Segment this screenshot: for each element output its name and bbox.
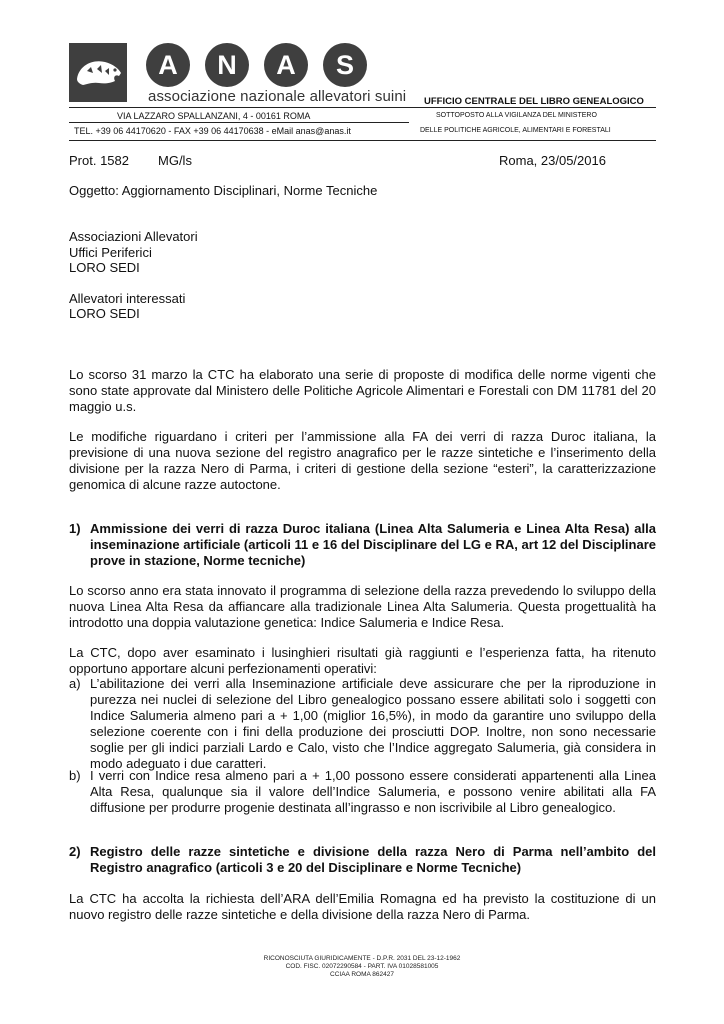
section-2-paragraph-1: La CTC ha accolta la richiesta dell’ARA dell’Emilia Romagna ed ha previsto la costituzione di un nuovo registro delle razze sintetiche e della divisione della razza Nero di Parma. <box>69 891 656 922</box>
intro-paragraph: Lo scorso 31 marzo la CTC ha elaborato una serie di proposte di modifica delle norme vigenti che sono state approvate dal Ministero delle Politiche Agricole Alimentari e Forestali con DM 11781 del 20 maggio u.s. <box>69 367 656 414</box>
footer-line-1: RICONOSCIUTA GIURIDICAMENTE - D.P.R. 2031 DEL 23-12-1962 <box>263 955 461 962</box>
brand-subtitle: associazione nazionale allevatori suini <box>148 88 407 105</box>
supervision-line-1: SOTTOPOSTO ALLA VIGILANZA DEL MINISTERO <box>436 112 597 119</box>
letter-date: Roma, 23/05/2016 <box>499 153 606 168</box>
list-marker-a: a) <box>69 676 81 691</box>
address: VIA LAZZARO SPALLANZANI, 4 - 00161 ROMA <box>117 111 311 121</box>
section-2-title: Registro delle razze sintetiche e divisione della razza Nero di Parma nell’ambito del Registro anagrafico (articoli 3 e 20 del Disciplinare e Norme Tecniche) <box>90 844 656 875</box>
section-2-heading <box>69 844 656 876</box>
header-rule-bottom <box>69 140 656 141</box>
recipient-line: Uffici Periferici <box>69 245 152 260</box>
changes-paragraph: Le modifiche riguardano i criteri per l’ammissione alla FA dei verri di razza Duroc italiana, la previsione di una nuova sezione del registro anagrafico per le razze sintetiche e l’inserimento della divisione per la razza Nero di Parma, i criteri di gestione della sezione “esteri”, la caratterizzazione genomica di alcune razze autoctone. <box>69 429 656 492</box>
logo-letter-a2: A <box>264 43 308 87</box>
protocol-initials: MG/ls <box>158 153 192 168</box>
recipient-line: Associazioni Allevatori <box>69 229 198 244</box>
list-item-b <box>69 768 656 816</box>
header-rule-middle <box>69 122 409 123</box>
contacts: TEL. +39 06 44170620 - FAX +39 06 44170638 - eMail anas@anas.it <box>74 126 351 136</box>
list-text-b: I verri con Indice resa almeno pari a + 1,00 possono essere considerati appartenenti alla Linea Alta Resa, qualunque sia il valore dell’Indice Salumeria, e possono venire abilitati alla FA diffusione per produrre progenie destinata all’ingrasso e non iscrivibile al Libro genealogico. <box>90 768 656 815</box>
logo-letter-n: N <box>205 43 249 87</box>
section-1-title: Ammissione dei verri di razza Duroc italiana (Linea Alta Salumeria e Linea Alta Resa) alla inseminazione artificiale (articoli 11 e 16 del Disciplinare del LG e RA, art 12 del Disciplinare prove in stazione, Norme tecniche) <box>90 521 656 568</box>
footer-line-3: CCIAA ROMA 862427 <box>330 971 394 978</box>
protocol-number: Prot. 1582 <box>69 153 129 168</box>
section-1-paragraph-2: La CTC, dopo aver esaminato i lusinghieri risultati già raggiunti e l’esperienza fatta, ha ritenuto opportuno apportare alcuni perfezionamenti operativi: <box>69 645 656 676</box>
footer-line-2: COD. FISC. 02072290584 - PART. IVA 01028581005 <box>285 963 439 970</box>
header-rule-top <box>69 107 656 108</box>
section-1-heading <box>69 521 656 569</box>
recipient-line: LORO SEDI <box>69 260 140 275</box>
recipient-line: Allevatori interessati <box>69 291 186 306</box>
logo-letter-a1: A <box>146 43 190 87</box>
section-2-number: 2) <box>69 844 81 859</box>
list-item-a <box>69 676 656 772</box>
anas-pig-logo <box>69 43 127 102</box>
logo-letter-s: S <box>323 43 367 87</box>
letter-subject: Oggetto: Aggiornamento Disciplinari, Norme Tecniche <box>69 183 378 198</box>
section-1-paragraph-1: Lo scorso anno era stata innovato il programma di selezione della razza prevedendo lo sviluppo della nuova Linea Alta Resa da affiancare alla tradizionale Linea Alta Salumeria. Questa progettualità ha introdotto una doppia valutazione genetica: Indice Salumeria e Indice Resa. <box>69 583 656 630</box>
section-1-number: 1) <box>69 521 81 536</box>
recipient-line: LORO SEDI <box>69 306 140 321</box>
list-marker-b: b) <box>69 768 81 783</box>
supervision-line-2: DELLE POLITICHE AGRICOLE, ALIMENTARI E FORESTALI <box>420 127 611 134</box>
office-title: UFFICIO CENTRALE DEL LIBRO GENEALOGICO <box>424 96 644 107</box>
pig-logo-icon <box>69 43 127 102</box>
list-text-a: L’abilitazione dei verri alla Inseminazione artificiale deve assicurare che per la riproduzione in purezza nei nuclei di selezione del Libro genealogico possano essere abilitati solo i soggetti con Indice Salumeria almeno pari a + 1,00 (miglior 16,5%), in modo da garantire uno sviluppo della selezione coerente con i fini della produzione dei prosciutti DOP. Inoltre, non sono necessarie soglie per gli indici parziali Lardo e Calo, visto che l’Indice aggregato Salumeria, già considera in modo adeguato i due caratteri. <box>90 676 656 771</box>
